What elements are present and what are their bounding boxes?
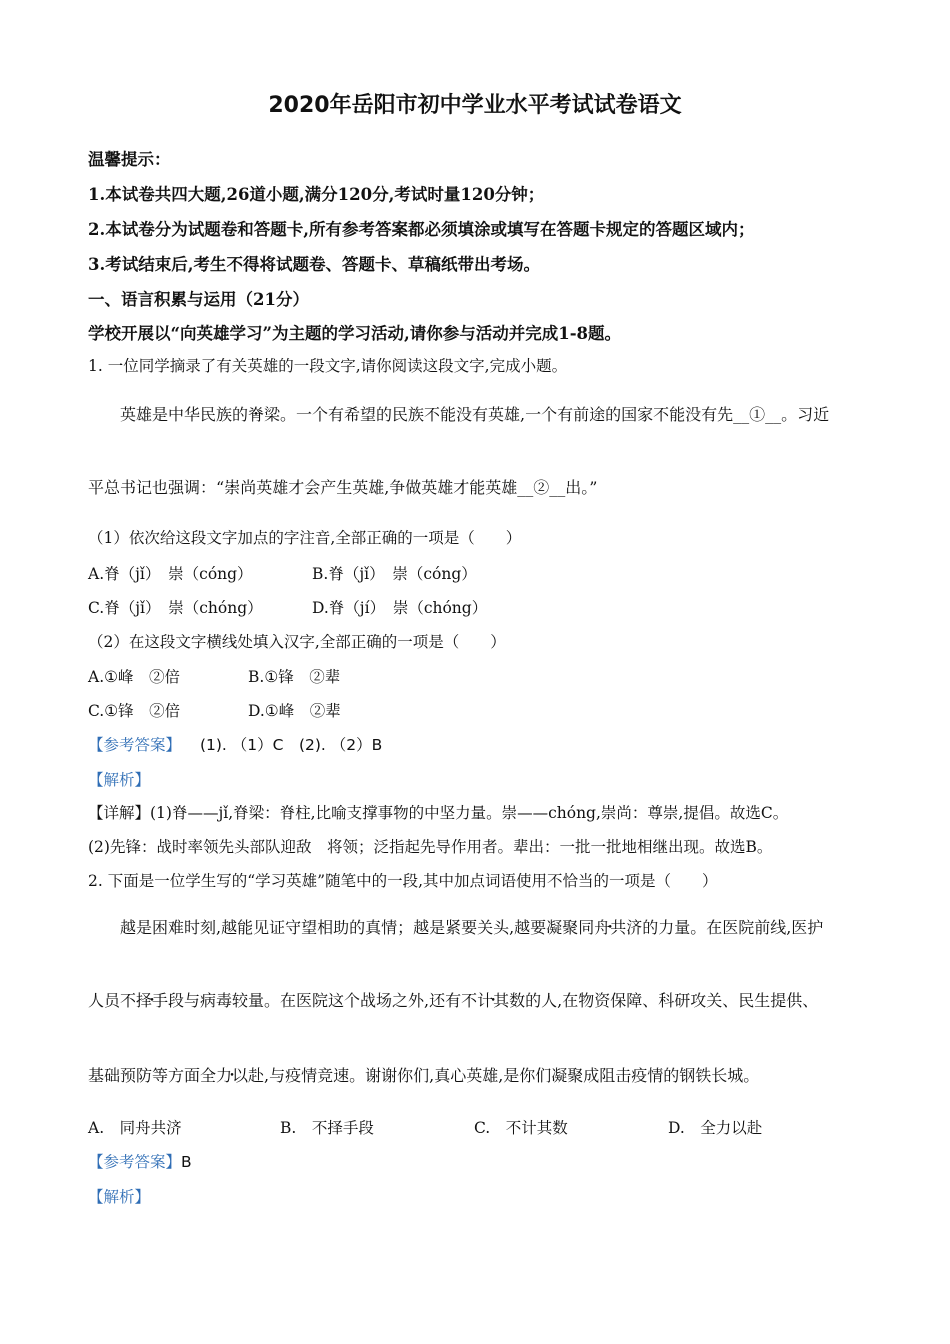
q1-passage-line-1 xyxy=(120,402,829,425)
answer-text: (1). （1）C (2). （2）B xyxy=(199,736,383,754)
detail-line: 【详解】(1)脊——jǐ,脊梁：脊柱,比喻支撑事物的中坚力量。崇——chóng,崇尚：尊崇,提倡。故选C。 xyxy=(88,804,789,822)
option-b: B. 不择手段 xyxy=(280,1119,374,1137)
answer-text: B xyxy=(181,1153,192,1171)
dotted-word: 全力以赴 • xyxy=(200,1063,264,1086)
option-d: D. 全力以赴 xyxy=(668,1119,763,1137)
q2-passage-line-3 xyxy=(88,1063,759,1086)
answer-line xyxy=(88,1150,192,1172)
passage-text: 的人,在物资保障、科研攻关、民生提供、 xyxy=(525,991,819,1010)
dotted-char: 崇 • xyxy=(224,475,240,498)
passage-text: 与病毒较量。在医院这个战场之外,还有 xyxy=(184,991,462,1010)
option-a: A.脊（jǐ） 崇（cóng） xyxy=(88,565,253,583)
section-intro: 学校开展以“向英雄学习”为主题的学习活动,请你参与活动并完成1-8题。 xyxy=(88,324,622,343)
option-d: D.①峰 ②辈 xyxy=(248,702,341,720)
passage-text: 基础预防等方面 xyxy=(88,1066,201,1085)
option-c: C. 不计其数 xyxy=(474,1119,568,1137)
answer-line xyxy=(88,733,382,755)
q1-passage-line-2 xyxy=(88,475,597,498)
q2-passage-line-1 xyxy=(120,915,823,938)
question-1-stem: 1. 一位同学摘录了有关英雄的一段文字,请你阅读这段文字,完成小题。 xyxy=(88,357,568,375)
option-c: C.脊（jǐ） 崇（chóng） xyxy=(88,599,263,617)
analysis-label: 【解析】 xyxy=(88,771,151,789)
question-2-stem: 2. 下面是一位学生写的“学习英雄”随笔中的一段,其中加点词语使用不恰当的一项是（ ） xyxy=(88,872,718,890)
option-b: B.①锋 ②辈 xyxy=(248,668,341,686)
passage-text: 的力量。在医院前线,医护 xyxy=(642,918,824,937)
passage-text: 梁。一个有希望的民族不能没有英雄,一个有前途的国家不能没有先__①__。习近 xyxy=(264,405,830,424)
option-a: A. 同舟共济 xyxy=(88,1119,182,1137)
sub-question-1-stem: （1）依次给这段文字加点的字注音,全部正确的一项是（ ） xyxy=(88,529,522,547)
tip-item: 1.本试卷共四大题,26道小题,满分120分,考试时量120分钟； xyxy=(88,185,545,204)
dotted-word: 同舟共济 • xyxy=(578,915,642,938)
answer-label: 【参考答案】 xyxy=(88,1153,182,1171)
dotted-word: 不计其数 • xyxy=(461,988,525,1011)
dotted-word: 不择手段 • xyxy=(120,988,184,1011)
option-a: A.①峰 ②倍 xyxy=(88,668,181,686)
analysis-label: 【解析】 xyxy=(88,1188,151,1206)
section-heading: 一、语言积累与运用（21分） xyxy=(88,290,309,309)
tips-heading: 温馨提示： xyxy=(88,150,171,169)
passage-text: 平总书记也强调：“ xyxy=(88,478,225,497)
detail-line: (2)先锋：战时率领先头部队迎敌 将领；泛指起先导作用者。辈出：一批一批地相继出现。故选B。 xyxy=(88,838,773,856)
option-c: C.①锋 ②倍 xyxy=(88,702,181,720)
sub-question-2-stem: （2）在这段文字横线处填入汉字,全部正确的一项是（ ） xyxy=(88,633,506,651)
page-title: 2020年岳阳市初中学业水平考试试卷语文 xyxy=(268,93,682,118)
dotted-char: 脊 • xyxy=(248,402,264,425)
tip-item: 2.本试卷分为试题卷和答题卡,所有参考答案都必须填涂或填写在答题卡规定的答题区域内； xyxy=(88,220,755,239)
option-d: D.脊（jí） 崇（chóng） xyxy=(312,599,488,617)
q2-passage-line-2 xyxy=(88,988,818,1011)
option-b: B.脊（jǐ） 崇（cóng） xyxy=(312,565,477,583)
passage-text: 人员 xyxy=(88,991,121,1010)
passage-text: 尚英雄才会产生英雄,争做英雄才能英雄__②__出。” xyxy=(240,478,598,497)
passage-text: 英雄是中华民族的 xyxy=(120,405,249,424)
answer-label: 【参考答案】 xyxy=(88,736,182,754)
passage-text: 越是困难时刻,越能见证守望相助的真情；越是紧要关头,越要凝聚 xyxy=(120,918,579,937)
tip-item: 3.考试结束后,考生不得将试题卷、答题卡、草稿纸带出考场。 xyxy=(88,255,540,274)
passage-text: ,与疫情竞速。谢谢你们,真心英雄,是你们凝聚成阻击疫情的钢铁长城。 xyxy=(264,1066,760,1085)
